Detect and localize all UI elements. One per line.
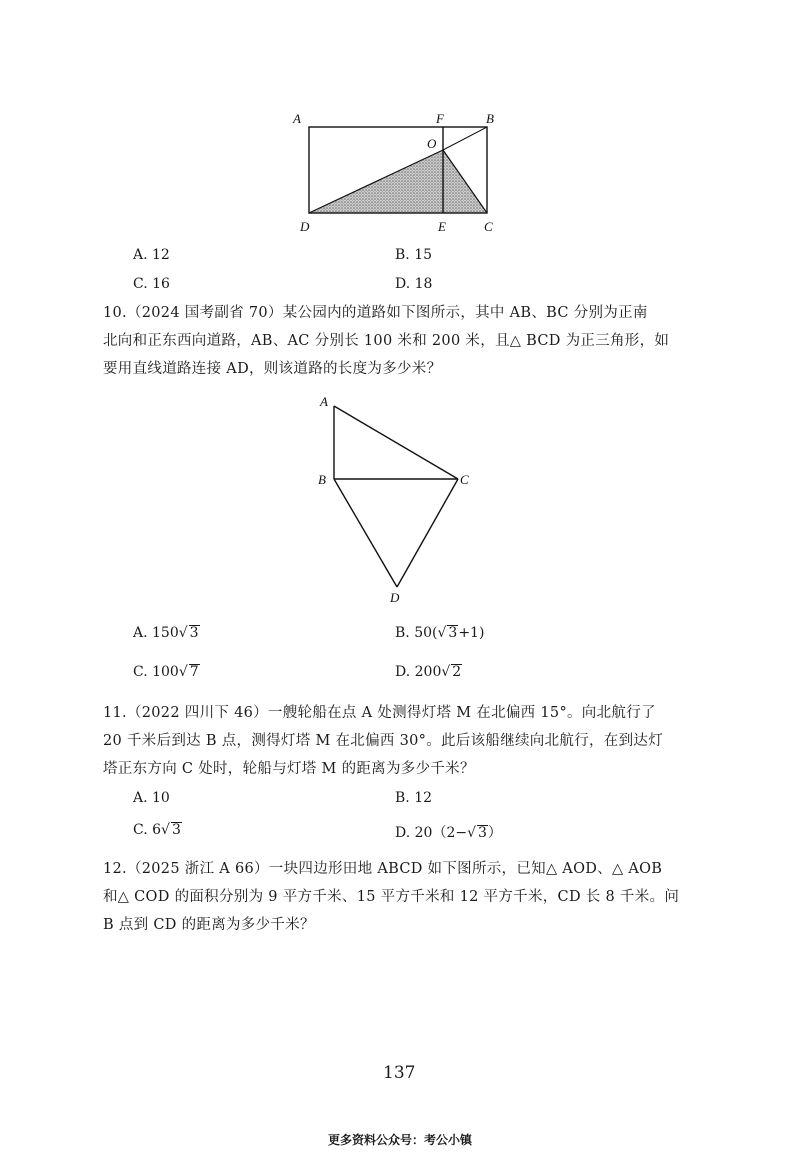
q10-option-d (395, 664, 462, 680)
label-c: C (484, 219, 493, 234)
q11-option-b: B. 12 (395, 790, 433, 806)
q11-line-1: 11.（2022 四川下 46）一艘轮船在点 A 处测得灯塔 M 在北偏西 15°。向北航行了 (103, 705, 656, 721)
label-a: A (293, 111, 301, 126)
q10-option-b-radicand: 3 (448, 625, 458, 641)
label-o: O (427, 136, 437, 151)
label-f: F (436, 111, 444, 126)
q11-option-d-prefix: D. 20（2− (395, 825, 468, 841)
q10-option-c (133, 664, 200, 680)
shaded-triangle (309, 150, 487, 213)
sqrt-sign: √ (437, 625, 447, 641)
q10-option-d-prefix: D. 200 (395, 664, 442, 680)
road-bd (334, 479, 397, 587)
figure-rectangle (290, 108, 510, 238)
label-b: B (318, 472, 326, 487)
q9-option-c: C. 16 (133, 276, 170, 292)
sqrt-sign: √ (161, 822, 170, 838)
q9-option-a: A. 12 (133, 247, 170, 263)
q9-option-b: B. 15 (395, 247, 433, 263)
road-ac (334, 406, 458, 479)
sqrt-sign: √ (178, 625, 188, 641)
q10-option-a (133, 625, 200, 641)
q12-line-2: 和△ COD 的面积分别为 9 平方千米、15 平方千米和 12 平方千米，CD 长 8 千米。问 (103, 889, 680, 905)
q10-option-d-radicand: 2 (452, 664, 462, 680)
q10-option-c-prefix: C. 100 (133, 664, 179, 680)
q9-option-d: D. 18 (395, 276, 433, 292)
q12-line-3: B 点到 CD 的距离为多少千米？ (103, 917, 315, 933)
q11-option-c-prefix: C. 6 (133, 822, 162, 838)
label-d: D (390, 590, 400, 605)
label-b: B (486, 111, 494, 126)
q10-option-b-prefix: B. 50( (395, 625, 438, 641)
q10-question (103, 300, 703, 384)
figure-park-roads (312, 392, 482, 607)
sqrt-sign: √ (178, 664, 188, 680)
q10-option-a-prefix: A. 150 (133, 625, 179, 641)
q11-option-c (133, 822, 182, 838)
line-ob (443, 127, 487, 150)
road-cd (397, 479, 458, 587)
q10-line-3: 要用直线道路连接 AD，则该道路的长度为多少米？ (103, 361, 442, 377)
q10-option-c-radicand: 7 (189, 664, 199, 680)
q11-option-a: A. 10 (133, 790, 170, 806)
q10-option-a-radicand: 3 (189, 625, 199, 641)
q12-line-1: 12.（2025 浙江 A 66）一块四边形田地 ABCD 如下图所示，已知△ AOD、△ AOB (103, 861, 663, 877)
q11-option-c-radicand: 3 (171, 822, 181, 838)
sqrt-sign: √ (467, 825, 476, 841)
q10-line-2: 北向和正东西向道路，AB、AC 分别长 100 米和 200 米，且△ BCD 为正三角形，如 (103, 333, 670, 349)
footer-text: 更多资料公众号：考公小镇 (328, 1133, 473, 1147)
q10-option-b (395, 625, 484, 641)
q11-option-d (395, 822, 502, 842)
q12-question (103, 856, 703, 940)
q11-line-3: 塔正东方向 C 处时，轮船与灯塔 M 的距离为多少千米？ (103, 761, 475, 777)
label-d: D (300, 219, 310, 234)
label-c: C (460, 472, 469, 487)
label-e: E (438, 219, 446, 234)
q10-line-1: 10.（2024 国考副省 70）某公园内的道路如下图所示，其中 AB、BC 分别为正南 (103, 305, 648, 321)
q11-question (103, 700, 703, 784)
q10-option-b-suffix: +1) (458, 625, 485, 641)
q11-line-2: 20 千米后到达 B 点，测得灯塔 M 在北偏西 30°。此后该船继续向北航行，在到达灯 (103, 733, 664, 749)
page-number: 137 (383, 1063, 416, 1083)
q11-option-d-radicand: 3 (478, 825, 487, 841)
sqrt-sign: √ (441, 664, 451, 680)
label-a: A (320, 394, 328, 409)
q11-option-d-suffix: ） (487, 825, 502, 841)
